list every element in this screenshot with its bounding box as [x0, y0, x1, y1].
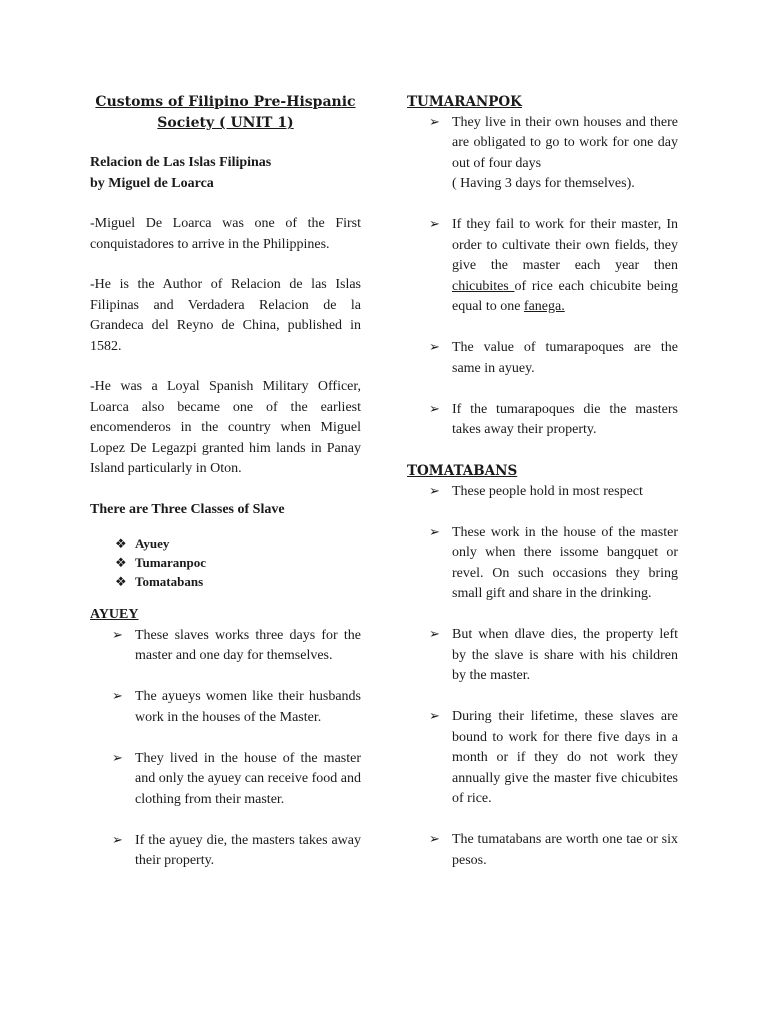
subheading-line-2: by Miguel de Loarca [90, 175, 214, 191]
tomatabans-list [407, 482, 678, 872]
title-line-2: Society ( UNIT 1) [157, 115, 294, 131]
list-item: ➢ If the ayuey die, the masters takes away their property. [112, 832, 361, 868]
arrow-bullet-icon: ➢ [429, 832, 440, 847]
list-item: ➢ If the tumarapoques die the masters takes away their property. [429, 401, 678, 437]
tumaranpok-list [407, 113, 678, 441]
arrow-bullet-icon: ➢ [429, 401, 440, 417]
arrow-bullet-icon: ➢ [112, 689, 123, 704]
ayuey-list [90, 626, 361, 872]
list-item: ➢ If they fail to work for their master, In order to cultivate their own fields, they give the master each year then chicubites of rice each chicubite being equal to one fanega. [429, 217, 678, 314]
list-item: ❖ Tumaranpoc [115, 555, 207, 570]
arrow-bullet-icon: ➢ [429, 340, 440, 355]
left-column [90, 92, 361, 892]
list-item: ➢ These work in the house of the master only when there issome bangquet or revel. On such occasions they bring small gift and share in the drinking. [429, 524, 678, 601]
arrow-bullet-icon: ➢ [112, 750, 123, 766]
list-item: ➢ During their lifetime, these slaves are bound to work for there five days in a month or if they do not work they annually give the master five chicubites of rice. [429, 709, 678, 806]
tumaranpok-heading: TUMARANPOK [407, 94, 522, 110]
list-item: ➢ These slaves works three days for the master and one day for themselves. [112, 627, 361, 663]
classes-heading: There are Three Classes of Slave [90, 501, 285, 517]
list-item: ➢ The tumatabans are worth one tae or six pesos. [429, 832, 678, 868]
arrow-bullet-icon: ➢ [429, 217, 440, 232]
document-title [90, 92, 361, 134]
paragraph-2: -He is the Author of Relacion de las Islas Filipinas and Verdadera Relacion de la Grandeca del Reyno de China, published in 1582. [90, 277, 361, 354]
list-item: ➢ They lived in the house of the master and only the ayuey can receive food and clothing from their master. [112, 750, 361, 807]
arrow-bullet-icon: ➢ [112, 832, 123, 848]
paragraph-1: -Miguel De Loarca was one of the First conquistadores to arrive in the Philippines. [90, 216, 361, 252]
arrow-bullet-icon: ➢ [112, 627, 123, 643]
list-item: ➢ They live in their own houses and there are obligated to go to work for one day out of four days ( Having 3 days for themselves). [429, 114, 678, 191]
tomatabans-heading: TOMATABANS [407, 463, 518, 479]
arrow-bullet-icon: ➢ [429, 483, 440, 499]
list-item: ❖ Tomatabans [115, 574, 204, 589]
list-item: ➢ But when dlave dies, the property left by the slave is share with his children by the master. [429, 627, 678, 683]
classes-list [90, 534, 361, 591]
diamond-bullet-icon: ❖ [115, 574, 127, 589]
diamond-bullet-icon: ❖ [115, 536, 127, 551]
list-item: ➢ The ayueys women like their husbands work in the houses of the Master. [112, 689, 361, 725]
subheading-line-1: Relacion de Las Islas Filipinas [90, 155, 272, 170]
list-item: ➢ These people hold in most respect [407, 482, 678, 503]
arrow-bullet-icon: ➢ [429, 709, 440, 724]
source-subheading [90, 153, 361, 194]
arrow-bullet-icon: ➢ [429, 627, 440, 642]
paragraph-3: -He was a Loyal Spanish Military Officer, Loarca also became one of the earliest encomenderos in the country when Miguel Lopez De Legazpi granted him lands in Panay Island particularly in Oton. [90, 379, 361, 476]
ayuey-heading: AYUEY [90, 607, 139, 622]
arrow-bullet-icon: ➢ [429, 524, 440, 540]
diamond-bullet-icon: ❖ [115, 555, 127, 570]
list-item: ❖ Ayuey [115, 536, 170, 551]
arrow-bullet-icon: ➢ [429, 114, 440, 130]
right-column [407, 92, 678, 892]
list-item: ➢ The value of tumarapoques are the same in ayuey. [429, 340, 678, 376]
title-line-1: Customs of Filipino Pre-Hispanic [95, 94, 356, 110]
